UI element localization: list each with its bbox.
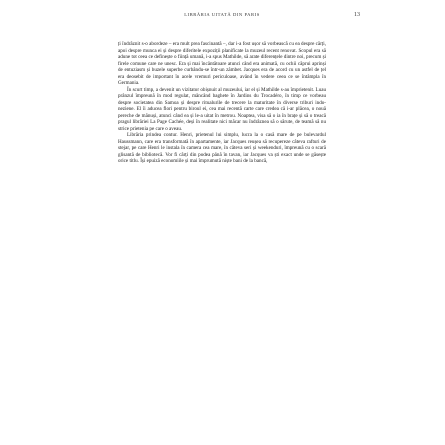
paragraph: Librăria prindea contur. Henri, prietenul lui simplu, lucra la o casă mare de pe bulevardul Haussmann, care era transformată în apartamente, iar Jacques reușea să recupereze câteva rafturi de stejar, pe care Henri le instala în camera cea mare, în câteva seri și weekenduri, împreună cu o scară glisantă de bibliotecă. Vor fi cărți din podea până în tavan, iar Jacques va ști exact unde se găsește orice titlu. Își epuiză economiile și mai împrumută niște bani de la bancă, xyxy=(118,132,326,165)
paragraph: ți îndrăznit s-o abordeze – era mult prea fascinantă –, dar i-a fost ușor să vorbească cu ea despre cărți, apoi despre munca ei și despre diferitele expoziții planificate la muzeul recent renovat. Scopul era să adune tot ceea ce definește o ființă umană, i-a spus Mathilde, să arate diferențele dintre noi, precum și firele comune care ne unesc. Era și mai încântătoare atunci când era animată, cu ochii căprui aprinși de entuziasm și buzele superbe curbându-se într-un zâmbet. Jacques era de acord cu un astfel de țel era deosebit de important în acele vremuri periculoase, având în vedere ceea ce se întâmpla în Germania. xyxy=(118,41,326,87)
running-head xyxy=(0,10,445,20)
paragraph: În scurt timp, a devenit un vizitator obișnuit al muzeului, iar el și Mathilde s-au împrietenit. Luau prânzul împreună în mod regulat, mâncând baghete în Jardins du Trocadéro, în timp ce vorbeau despre societatea din Samoa și despre ritualurile de trecere la maturitate în diverse triburi indo-neziene. El îi aducea flori pentru biroul ei, cea mai recentă carte care credea că i-ar plăcea, o nouă pereche de mănuși, atunci când ea și le-a uitat în metrou. Noaptea, visa să o ia în brațe și să o treacă pragul librăriei La Page Cachée, deși în realitate nici măcar nu îndrăznea să o sărute, de teamă să nu strice prietenia pe care o aveau. xyxy=(118,86,326,132)
running-title: LIBRĂRIA UITATĂ DIN PARIS xyxy=(184,12,260,17)
body-text xyxy=(118,41,326,165)
page-number: 13 xyxy=(354,12,360,18)
